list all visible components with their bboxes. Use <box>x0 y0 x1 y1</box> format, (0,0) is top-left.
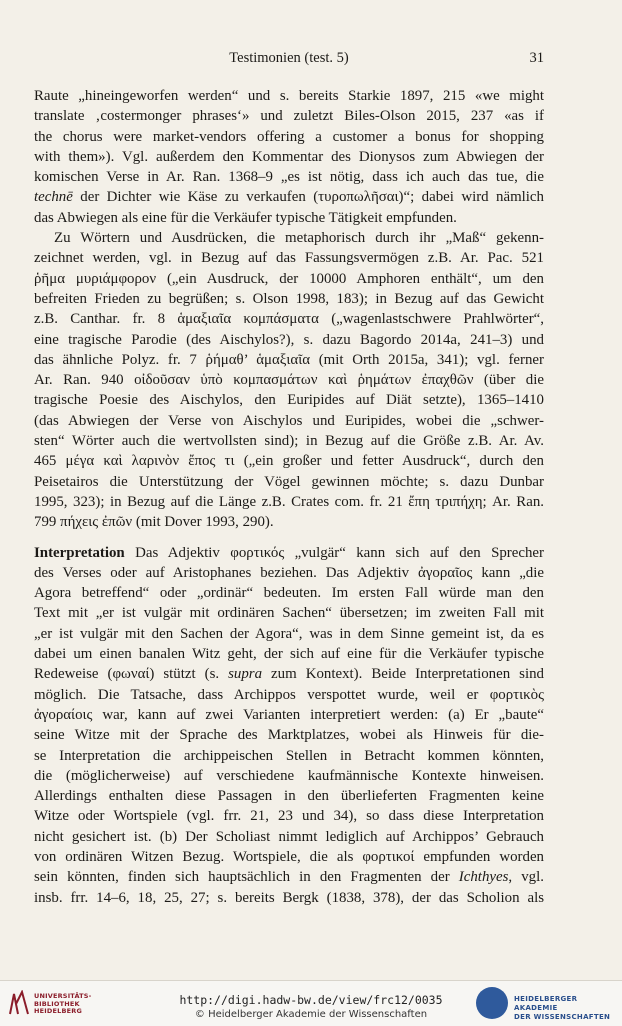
text-line: „er ist vulgär mit den Sachen der Agora“, was in dem Sinne gemeint ist, da es <box>34 625 544 642</box>
text-line: translate ‚costermonger phrases‘» und zuletzt Biles-Olson 2015, 237 «as if <box>34 108 544 125</box>
italic-term: technē <box>34 189 73 206</box>
text-line: ῥῆμα μυριάμφορον („ein Ausdruck, der 10000 Amphoren enthält“, um den <box>34 270 544 287</box>
logo-line: HEIDELBERG <box>34 1007 83 1015</box>
text-line: (das Abwiegen der Verse von Aischylos und Euripides, wobei die „schwer- <box>34 412 544 429</box>
text-line: das ähnliche Polyz. fr. 7 ῥήμαθ’ ἁμαξιαῖα (mit Orth 2015a, 341); vgl. ferner <box>34 351 544 368</box>
text-line: z.B. Canthar. fr. 8 ἁμαξιαῖα κομπάσματα („wagenlastschwere Prahlwörter“, <box>34 311 544 328</box>
paragraph-interpretation <box>34 543 544 908</box>
permalink-url[interactable]: http://digi.hadw-bw.de/view/frc12/0035 <box>179 993 443 1007</box>
logo-line: UNIVERSITÄTS- <box>34 992 92 1000</box>
text-line: dabei um einen banalen Witz geht, der sich auf eine für die Verkäufer typische <box>34 646 544 663</box>
paragraph-1 <box>34 86 544 228</box>
text-run: zum Kontext). Beide Interpretationen sind <box>262 666 544 683</box>
text-line: zeichnet werden, vgl. in Bezug auf das Fassungsvermögen z.B. Ar. Pac. 521 <box>34 250 544 267</box>
italic-term: supra <box>228 666 263 683</box>
text-line <box>34 187 544 207</box>
text-line: das Abwiegen als eine für die Verkäufer typische Tätigkeit empfunden. <box>34 209 457 226</box>
text-run: Das Adjektiv φορτικός „vulgär“ kann sich auf den Sprecher <box>124 544 544 561</box>
text-line: 1995, 323); in Bezug auf die Länge z.B. Crates com. fr. 21 ἔπη τριπήχη; Ar. Ran. <box>34 493 544 510</box>
copyright-notice: © Heidelberger Akademie der Wissenschaften <box>194 1009 428 1020</box>
paragraph-2 <box>34 228 544 532</box>
viewer-footer <box>0 980 622 1026</box>
text-run: der Dichter wie Käse zu verkaufen (τυροπωλῆσαι)“; dabei wird nämlich <box>72 189 544 206</box>
text-run: Redeweise (φωναί) stützt (s. <box>34 666 229 683</box>
academy-logo[interactable] <box>476 986 616 1022</box>
text-line: with them»). Vgl. außerdem den Kommentar des Dionysos zum Abwiegen der <box>34 148 544 165</box>
text-line: insb. frr. 14–6, 18, 25, 27; s. bereits Bergk (1838, 378), der das Scholion als <box>34 889 544 906</box>
logo-line: DER WISSENSCHAFTEN <box>514 1013 611 1021</box>
running-title: Testimonien (test. 5) <box>229 50 349 66</box>
text-line <box>34 867 544 887</box>
text-line: Peisetairos die Unterstützung der Vögel gewinnen möchte; s. dazu Dunbar <box>34 473 544 490</box>
page-number: 31 <box>529 50 544 66</box>
text-line: 465 μέγα καὶ λαρινὸν ἔπος τι („ein großer und fetter Ausdruck“, durch den <box>34 453 544 470</box>
text-line: des Verses oder auf Aristophanes beziehen. Das Adjektiv ἀγοραῖος kann „die <box>34 564 544 581</box>
text-line: befreiten Frieden zu begrüßen; s. Olson 1998, 183); in Bezug auf das Gewicht <box>34 290 544 307</box>
text-run: , vgl. <box>508 869 544 886</box>
academy-seal-icon <box>476 987 508 1019</box>
text-line: eine tragische Parodie (des Aischylos?), s. dazu Bagordo 2014a, 241–3) und <box>34 331 544 348</box>
logo-line: HEIDELBERGER AKADEMIE <box>514 995 578 1012</box>
text-line: Zu Wörtern und Ausdrücken, die metaphorisch durch ihr „Maß“ gekenn- <box>54 230 544 247</box>
text-line: nicht gesichert ist. (b) Der Scholiast nimmt lediglich auf Archippos’ Gebrauch <box>34 828 544 845</box>
text-line: seine Witze mit der Sprache des Marktplatzes, wobei als Hinweis für die- <box>34 727 544 744</box>
logo-line: BIBLIOTHEK <box>34 999 80 1008</box>
text-line: Allerdings enthalten diese Passagen in den überlieferten Fragmenten keine <box>34 788 544 805</box>
text-line: Ar. Ran. 940 οἰδοῦσαν ὑπὸ κομπασμάτων καὶ ῥημάτων ἐπαχθῶν (über die <box>34 372 544 389</box>
text-line: tragische Poesie des Aischylos, den Euripides auf Diät setzte), 1365–1410 <box>34 392 544 409</box>
text-line: Witze oder Wortspiele (vgl. frr. 21, 23 und 34), so dass diese Interpretation <box>34 808 544 825</box>
text-line: Text mit „er ist vulgär mit ordinären Sachen“ übersetzen; im zweiten Fall mit <box>34 605 544 622</box>
text-line: komischen Verse in Ar. Ran. 1368–9 „es ist nötig, dass ich auch das tue, die <box>34 169 544 186</box>
italic-term: Ichthyes <box>458 869 509 886</box>
text-line: sten“ Wörter auch die wertvollsten sind); in Bezug auf die Größe z.B. Ar. Av. <box>34 433 544 450</box>
running-header <box>34 50 544 70</box>
text-line: die (möglicherweise) auf verschiedene kaufmännische Kontexte hinweisen. <box>34 767 544 784</box>
text-line: 799 πήχεις ἐπῶν (mit Dover 1993, 290). <box>34 514 274 531</box>
text-line: möglich. Die Tatsache, dass Archippos verspottet wurde, weil er φορτικὸς <box>34 686 544 703</box>
section-label: Interpretation <box>34 544 125 561</box>
text-line: ἀγοραίοις war, kann auf zwei Varianten interpretiert werden: (a) Er „baute“ <box>34 706 544 723</box>
body-text <box>34 86 544 908</box>
academy-logo-text <box>514 995 616 1022</box>
text-line: the chorus were market-vendors offering a customer a bonus for shopping <box>34 128 544 145</box>
text-line <box>34 543 544 563</box>
text-line: Raute „hineingeworfen werden“ und s. bereits Starkie 1897, 215 «we might <box>34 88 544 104</box>
text-line: Agora betreffend“ oder „ordinär“ bedeuten. Im ersten Fall würde man den <box>34 585 544 602</box>
text-line: von ordinären Witzen Bezug. Wortspiele, die als φορτικοί empfunden worden <box>34 848 544 865</box>
text-line <box>34 664 544 684</box>
text-line: se Interpretation die archippeischen Stellen in Betracht kommen könnten, <box>34 747 544 764</box>
text-run: sein könnten, finden sich hauptsächlich in den Fragmenten der <box>34 869 459 886</box>
